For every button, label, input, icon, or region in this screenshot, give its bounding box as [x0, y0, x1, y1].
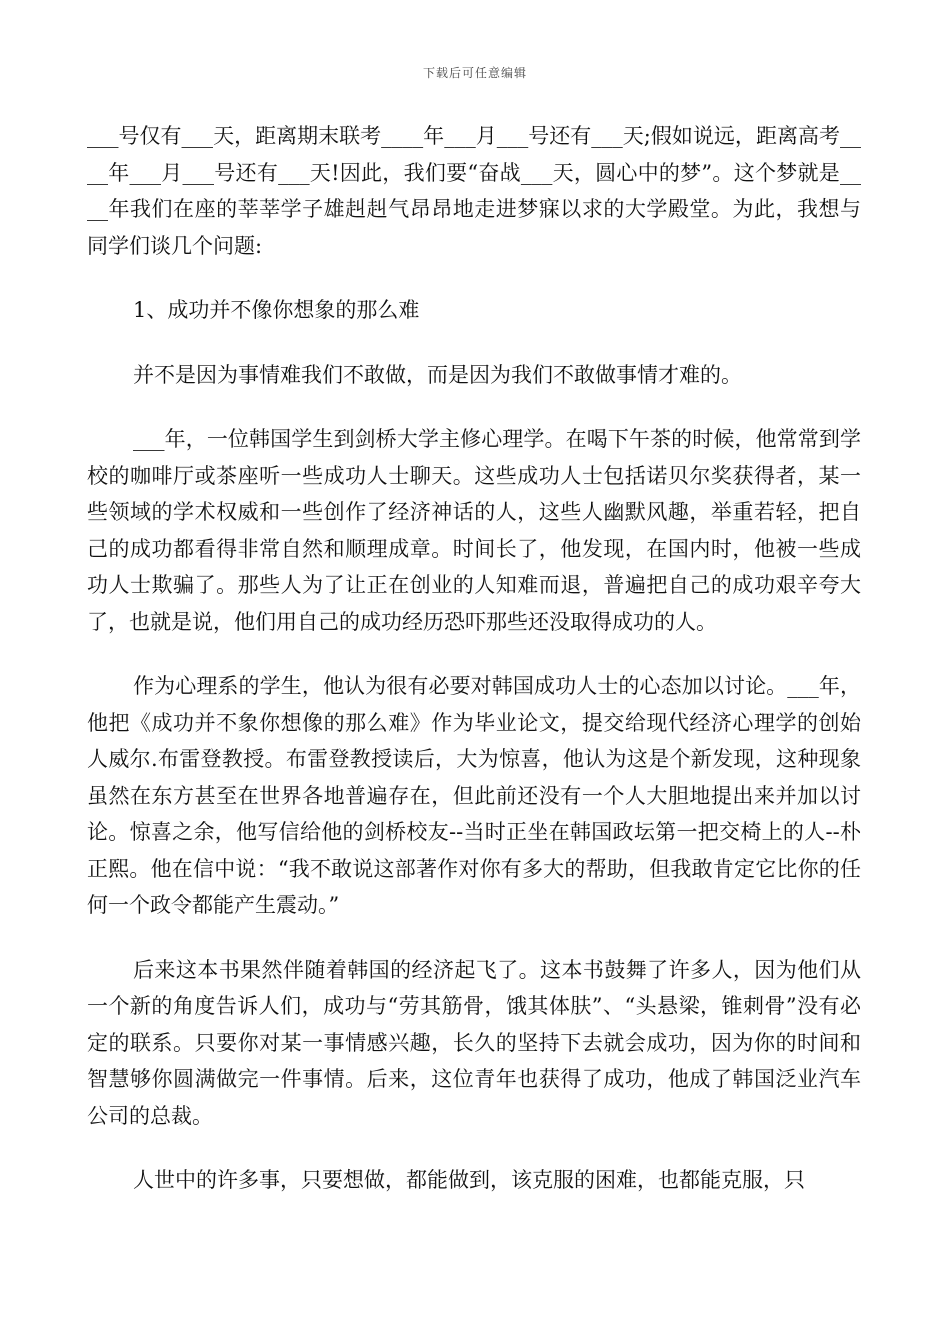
- paragraph-countdown: ___号仅有___天，距离期末联考____年___月___号还有___天;假如说远，距离高考____年___月___号还有___天!因此，我们要“奋战___天，圆心中的梦”。这个梦就是____年我们在座的莘莘学子雄赳赳气昂昂地走进梦寐以求的大学殿堂。为此，我想与同学们谈几个问题:: [87, 124, 861, 258]
- paragraph-closing: 人世中的许多事，只要想做，都能做到，该克服的困难，也都能克服，只: [133, 1168, 805, 1192]
- paragraph-thesis: 作为心理系的学生，他认为很有必要对韩国成功人士的心态加以讨论。___年，他把《成功并不象你想像的那么难》作为毕业论文，提交给现代经济心理学的创始人威尔.布雷登教授。布雷登教授读后，大为惊喜，他认为这是个新发现，这种现象虽然在东方甚至在世界各地普遍存在，但此前还没有一个人大胆地提出来并加以讨论。惊喜之余，他写信给他的剑桥校友--当时正坐在韩国政坛第一把交椅上的人--朴正熙。他在信中说：“我不敢说这部著作对你有多大的帮助，但我敢肯定它比你的任何一个政令都能产生震动。”: [87, 674, 861, 917]
- paragraph-story: ___年，一位韩国学生到剑桥大学主修心理学。在喝下午茶的时候，他常常到学校的咖啡厅或茶座听一些成功人士聊天。这些成功人士包括诺贝尔奖获得者，某一些领域的学术权威和一些创作了经济神话的人，这些人幽默风趣，举重若轻，把自己的成功都看得非常自然和顺理成章。时间长了，他发现，在国内时，他被一些成功人士欺骗了。那些人为了让正在创业的人知难而退，普遍把自己的成功艰辛夸大了，也就是说，他们用自己的成功经历恐吓那些还没取得成功的人。: [87, 427, 861, 634]
- page-header: 下载后可任意编辑: [422, 66, 527, 80]
- paragraph-lead: 并不是因为事情难我们不敢做，而是因为我们不敢做事情才难的。: [133, 362, 742, 387]
- paragraph-impact: 后来这本书果然伴随着韩国的经济起飞了。这本书鼓舞了许多人，因为他们从一个新的角度告诉人们，成功与“劳其筋骨，饿其体肤”、“头悬梁，锥刺骨”没有必定的联系。只要你对某一事情感兴趣，长久的坚持下去就会成功，因为你的时间和智慧够你圆满做完一件事情。后来，这位青年也获得了成功，他成了韩国泛业汽车公司的总裁。: [87, 957, 861, 1128]
- section-heading: 1、成功并不像你想象的那么难: [133, 298, 420, 322]
- document-body: [87, 118, 861, 1227]
